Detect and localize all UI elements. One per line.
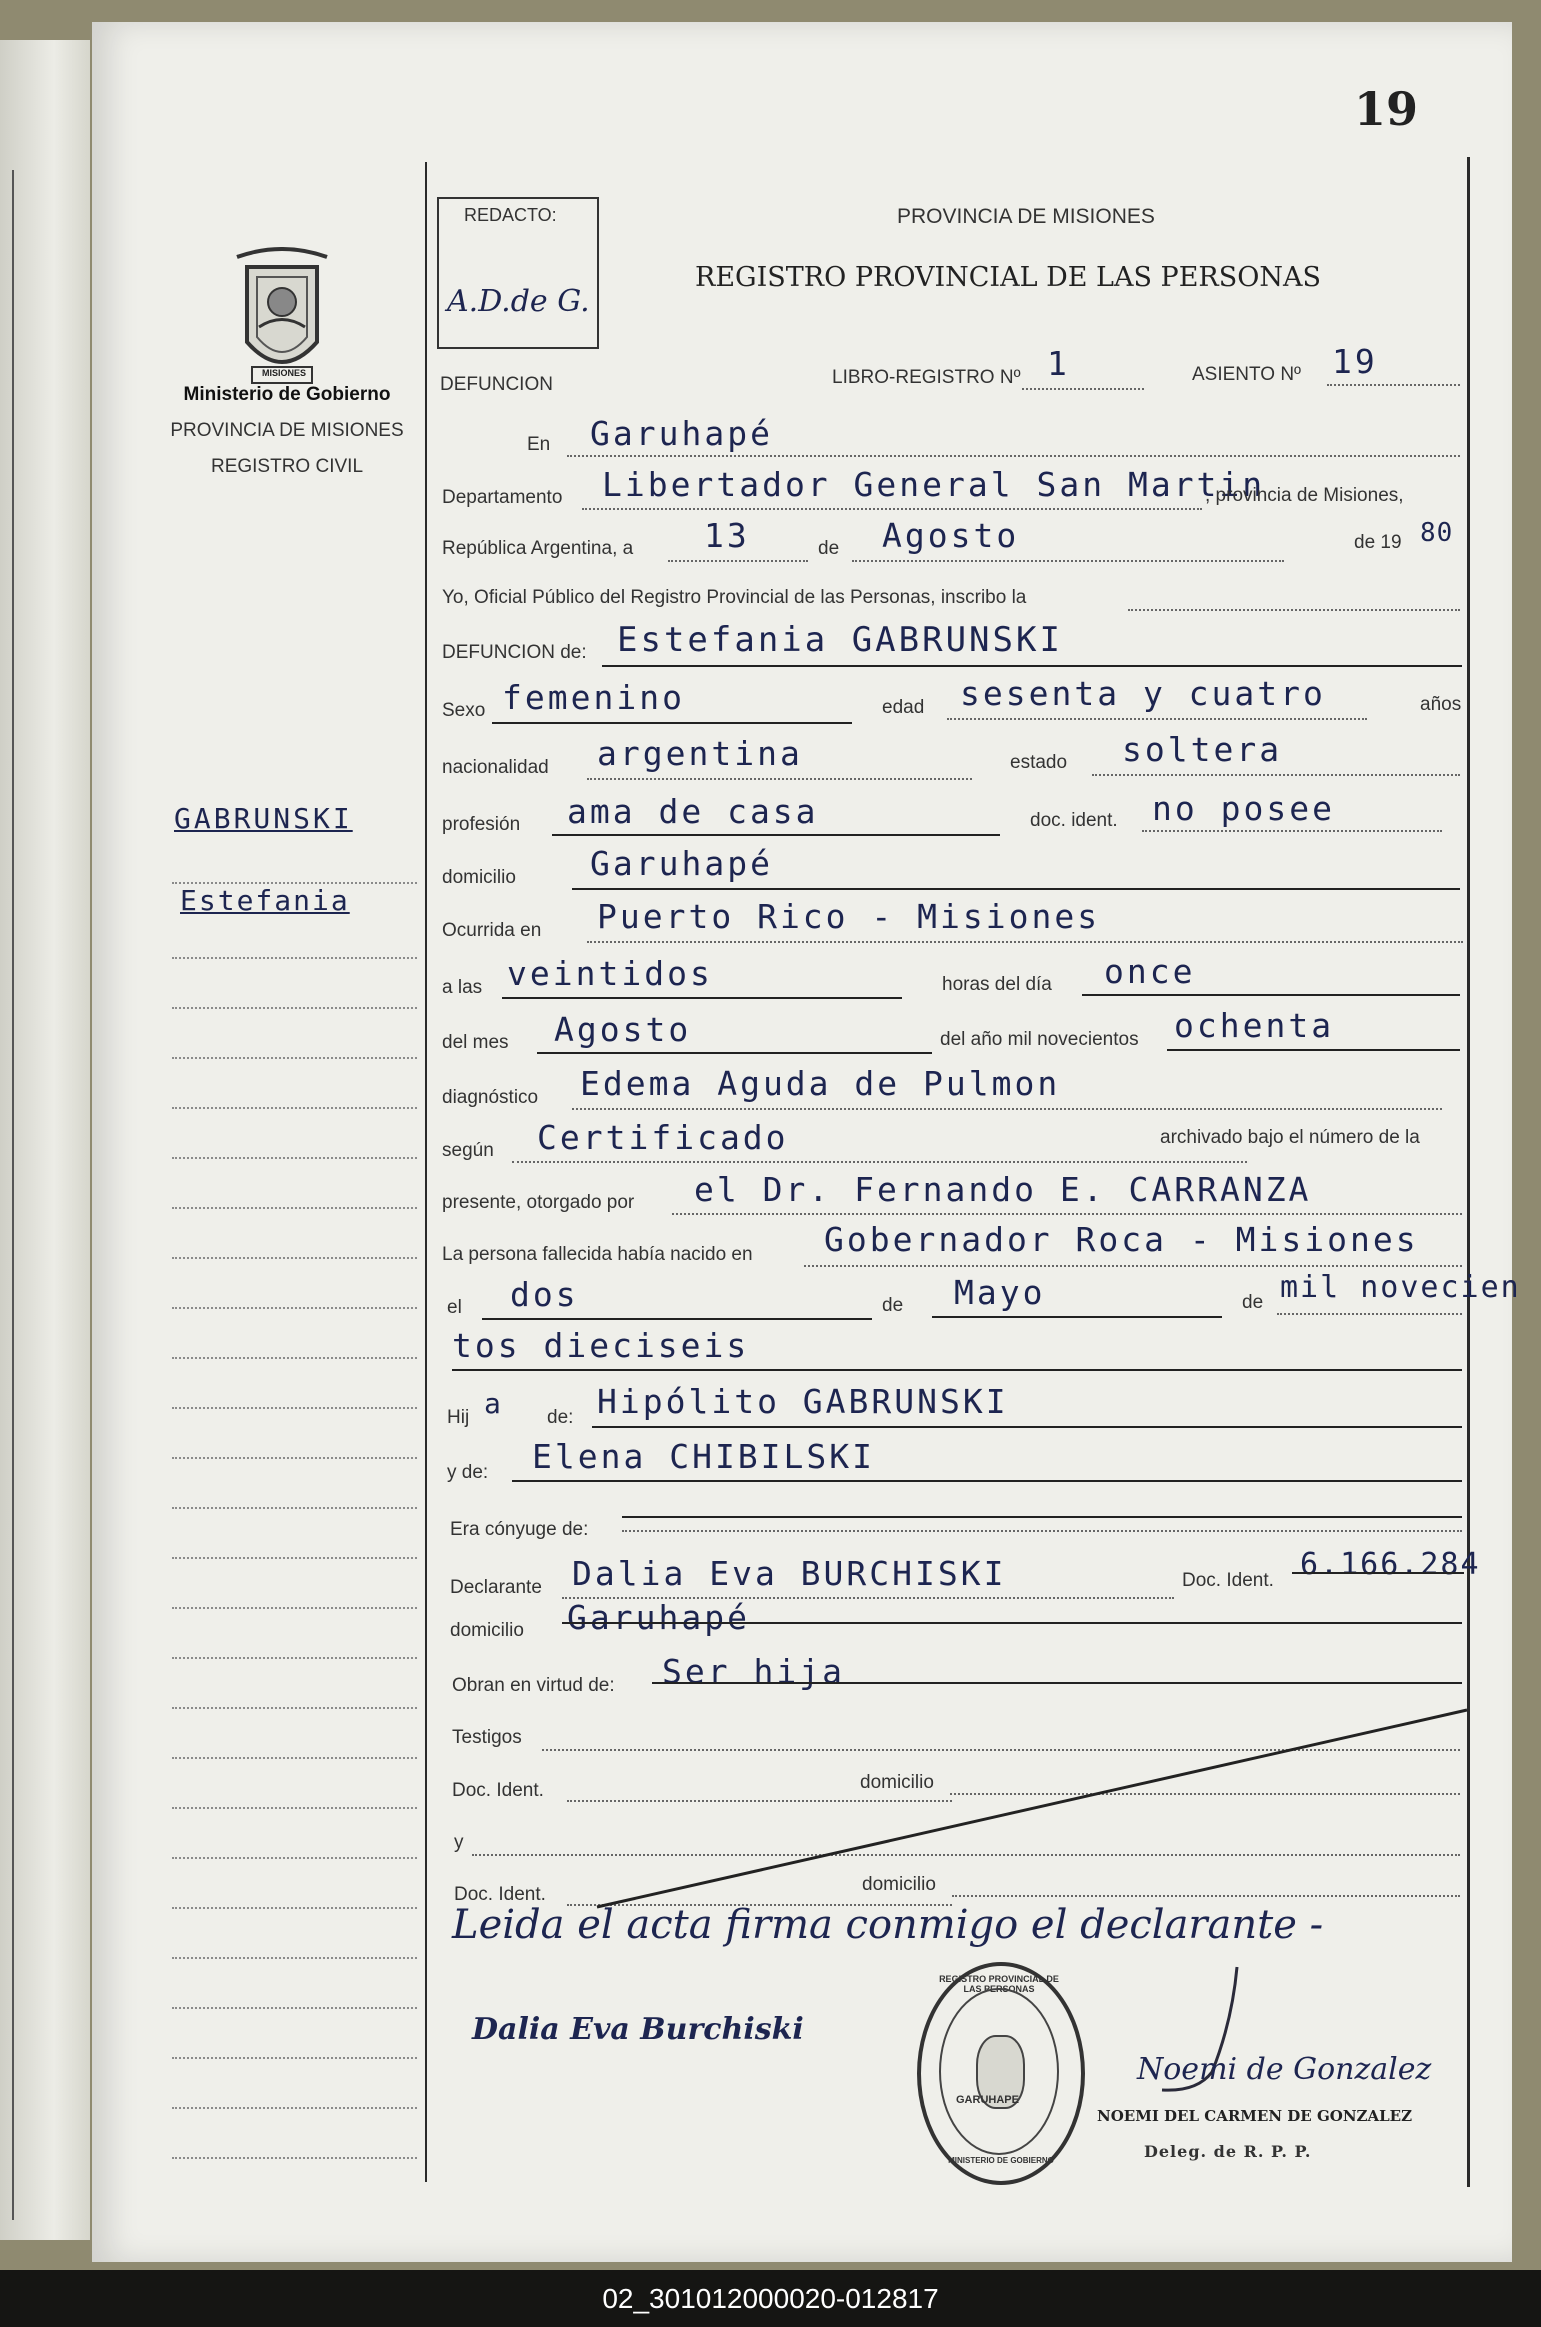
closing-statement: Leida el acta firma conmigo el declarante - xyxy=(452,1902,1324,1948)
en-label: En xyxy=(527,434,551,455)
doc-ident-lower-label: doc. ident. xyxy=(1030,810,1118,831)
margin-line xyxy=(172,1007,417,1009)
mes-line xyxy=(537,1052,932,1054)
anos-label: años xyxy=(1420,694,1462,715)
margin-line xyxy=(172,1757,417,1759)
doc-ident-value: no posee xyxy=(1152,789,1335,828)
hij-suffix: a xyxy=(484,1387,504,1420)
otorgado-por-value: el Dr. Fernando E. CARRANZA xyxy=(694,1170,1312,1209)
document-id-footer: 02_301012000020-012817 xyxy=(0,2270,1541,2327)
crest-label: MISIONES xyxy=(262,368,307,378)
declarante-doc-line xyxy=(1292,1572,1464,1574)
registry-title: REGISTRO PROVINCIAL DE LAS PERSONAS xyxy=(695,262,1322,293)
nacionalidad-line xyxy=(587,778,972,780)
estado-line xyxy=(1092,774,1460,776)
profesion-label: profesión xyxy=(442,814,521,835)
libro-line xyxy=(1022,388,1144,390)
provincia-suffix: , provincia de Misiones, xyxy=(1205,485,1404,506)
sidebar-province: PROVINCIA DE MISIONES xyxy=(170,420,404,441)
ministry-name: Ministerio de Gobierno xyxy=(183,384,391,405)
yo-oficial-line xyxy=(1128,609,1460,611)
margin-line xyxy=(172,1657,417,1659)
edad-value: sesenta y cuatro xyxy=(960,674,1326,713)
estado-value: soltera xyxy=(1122,730,1283,769)
domicilio-label: domicilio xyxy=(442,867,516,888)
registro-year: 80 xyxy=(1420,518,1454,548)
sexo-line xyxy=(492,722,852,724)
otorgado-por-line xyxy=(672,1213,1462,1215)
declarante-domicilio-line xyxy=(562,1622,1462,1624)
ano-nacimiento-line-1 xyxy=(1277,1313,1462,1315)
ano-nacimiento-value-1: mil novecien xyxy=(1280,1270,1521,1305)
nacionalidad-value: argentina xyxy=(597,734,803,773)
ocurrida-en-line xyxy=(587,941,1463,943)
departamento-line xyxy=(582,508,1202,510)
dia-nacimiento-line xyxy=(482,1318,872,1320)
registro-month: Agosto xyxy=(882,516,1020,555)
margin-line xyxy=(172,1607,417,1609)
margin-line xyxy=(172,2157,417,2159)
margin-line xyxy=(172,1957,417,1959)
margin-line xyxy=(172,1207,417,1209)
departamento-value: Libertador General San Martin xyxy=(602,465,1266,504)
margin-line xyxy=(172,1157,417,1159)
registro-month-line xyxy=(852,560,1284,562)
declarante-doc-label: Doc. Ident. xyxy=(1182,1570,1274,1591)
margin-line xyxy=(172,1707,417,1709)
segun-line xyxy=(512,1161,1247,1163)
en-value: Garuhapé xyxy=(590,414,773,453)
del-ano-label: del año mil novecientos xyxy=(940,1029,1139,1050)
defuncion-de-label: DEFUNCION de: xyxy=(442,642,587,663)
diagnostico-value: Edema Aguda de Pulmon xyxy=(580,1064,1061,1103)
de-label-3: de xyxy=(1242,1292,1264,1313)
mes-nacimiento-value: Mayo xyxy=(954,1273,1046,1312)
official-seal xyxy=(917,1962,1085,2185)
persona-nacido-label: La persona fallecida había nacido en xyxy=(442,1244,753,1265)
registro-day-line xyxy=(668,560,808,562)
segun-value: Certificado xyxy=(537,1118,789,1157)
profesion-value: ama de casa xyxy=(567,792,819,831)
cancel-strike-line xyxy=(592,1702,1472,1912)
edad-label: edad xyxy=(882,697,925,718)
conyuge-label: Era cónyuge de: xyxy=(450,1519,589,1540)
asiento-value: 19 xyxy=(1332,342,1378,381)
y-de-label: y de: xyxy=(447,1462,489,1483)
margin-surname: GABRUNSKI xyxy=(174,802,353,835)
margin-line xyxy=(172,882,417,884)
margin-line xyxy=(172,2107,417,2109)
hora-line xyxy=(502,997,902,999)
republica-label: República Argentina, a xyxy=(442,538,634,559)
hij-label: Hij xyxy=(447,1407,470,1428)
officer-title: Deleg. de R. P. P. xyxy=(1144,2142,1312,2161)
deceased-name: Estefania GABRUNSKI xyxy=(617,620,1063,660)
asiento-label: ASIENTO Nº xyxy=(1192,364,1301,385)
del-mes-label: del mes xyxy=(442,1032,509,1053)
sidebar-registry: REGISTRO CIVIL xyxy=(210,456,364,477)
mes-nacimiento-line xyxy=(932,1316,1222,1318)
sexo-label: Sexo xyxy=(442,700,486,721)
declarante-domicilio-label: domicilio xyxy=(450,1620,524,1641)
seal-middle-text: GARUHAPE xyxy=(956,2094,1019,2106)
margin-line xyxy=(172,1307,417,1309)
ano-value: ochenta xyxy=(1174,1006,1335,1045)
registro-day: 13 xyxy=(704,516,750,555)
declarante-doc-value: 6.166.284 xyxy=(1300,1547,1481,1582)
declarante-label: Declarante xyxy=(450,1577,542,1598)
declarante-value: Dalia Eva BURCHISKI xyxy=(572,1554,1007,1593)
margin-line xyxy=(172,1407,417,1409)
death-record-page xyxy=(92,22,1521,2262)
en-line xyxy=(567,455,1460,457)
record-type: DEFUNCION xyxy=(440,374,553,395)
officer-name: NOEMI DEL CARMEN DE GONZALEZ xyxy=(1097,2107,1413,2125)
testigo-2-domicilio-label: domicilio xyxy=(862,1874,936,1895)
margin-line xyxy=(172,1857,417,1859)
margin-line xyxy=(172,1457,417,1459)
previous-page-rule xyxy=(12,170,14,2220)
diagnostico-label: diagnóstico xyxy=(442,1087,539,1108)
testigo-y-label: y xyxy=(454,1832,464,1853)
padre-value: Hipólito GABRUNSKI xyxy=(597,1382,1009,1421)
testigo-2-doc-label: Doc. Ident. xyxy=(454,1884,546,1905)
madre-line xyxy=(512,1480,1462,1482)
declarante-signature: Dalia Eva Burchiski xyxy=(472,2012,804,2047)
margin-given-name: Estefania xyxy=(180,884,350,917)
archivado-label: archivado bajo el número de la xyxy=(1160,1127,1420,1148)
ocurrida-en-value: Puerto Rico - Misiones xyxy=(597,897,1101,936)
el-label: el xyxy=(447,1297,462,1318)
presente-label: presente, otorgado por xyxy=(442,1192,635,1213)
header-province: PROVINCIA DE MISIONES xyxy=(897,205,1155,228)
seal-inner-ring xyxy=(939,1988,1059,2155)
testigo-1-doc-label: Doc. Ident. xyxy=(452,1780,544,1801)
redacto-initials: A.D.de G. xyxy=(447,284,590,319)
doc-ident-line xyxy=(1142,830,1442,832)
margin-line xyxy=(172,1257,417,1259)
mes-value: Agosto xyxy=(554,1010,692,1049)
domicilio-value: Garuhapé xyxy=(590,844,773,883)
departamento-label: Departamento xyxy=(442,487,563,508)
margin-line xyxy=(172,1907,417,1909)
margin-line xyxy=(172,1507,417,1509)
a-las-label: a las xyxy=(442,977,483,998)
margin-line xyxy=(172,1807,417,1809)
estado-label: estado xyxy=(1010,752,1068,773)
nacionalidad-label: nacionalidad xyxy=(442,757,549,778)
edad-line xyxy=(947,718,1367,720)
official-signature: Noemi de Gonzalez xyxy=(1137,2052,1432,2087)
margin-line xyxy=(172,1357,417,1359)
lugar-nacimiento-line xyxy=(804,1265,1462,1267)
domicilio-line xyxy=(572,888,1460,890)
margin-line xyxy=(172,2007,417,2009)
dia-nacimiento-value: dos xyxy=(510,1275,579,1314)
redacto-label: REDACTO: xyxy=(464,205,557,225)
margin-line xyxy=(172,957,417,959)
margin-line xyxy=(172,1107,417,1109)
hij-de-label: de: xyxy=(547,1407,574,1428)
ano-nacimiento-line-2 xyxy=(452,1369,1462,1371)
obran-value: Ser hija xyxy=(662,1652,845,1691)
conyuge-line xyxy=(622,1516,1462,1518)
segun-label: según xyxy=(442,1140,494,1161)
previous-page-edge xyxy=(0,40,90,2240)
libro-value: 1 xyxy=(1047,344,1070,383)
testigos-label: Testigos xyxy=(452,1727,522,1748)
diagnostico-line xyxy=(572,1108,1442,1110)
conyuge-dotted-line xyxy=(622,1530,1462,1532)
margin-line xyxy=(172,1057,417,1059)
de-label: de xyxy=(818,538,840,559)
ocurrida-en-label: Ocurrida en xyxy=(442,920,542,941)
folio-number: 19 xyxy=(1354,82,1419,136)
deceased-name-line xyxy=(602,665,1462,667)
margin-line xyxy=(172,1557,417,1559)
padre-line xyxy=(592,1426,1462,1428)
sexo-value: femenino xyxy=(502,678,685,717)
madre-value: Elena CHIBILSKI xyxy=(532,1437,876,1476)
dia-value: once xyxy=(1104,952,1196,991)
lugar-nacimiento-value: Gobernador Roca - Misiones xyxy=(824,1220,1419,1259)
seal-top-text: REGISTRO PROVINCIAL DE LAS PERSONAS xyxy=(939,1974,1059,1994)
obran-label: Obran en virtud de: xyxy=(452,1675,615,1696)
profesion-line xyxy=(552,834,1000,836)
seal-bottom-text: MINISTERIO DE GOBIERNO xyxy=(948,2156,1054,2165)
margin-divider xyxy=(425,162,427,2182)
ano-nacimiento-value-2: tos dieciseis xyxy=(452,1326,750,1365)
declarante-domicilio-value: Garuhapé xyxy=(567,1598,750,1637)
de-label-2: de xyxy=(882,1295,904,1316)
ano-line xyxy=(1167,1049,1460,1051)
hora-value: veintidos xyxy=(507,954,713,993)
horas-del-dia-label: horas del día xyxy=(942,974,1052,995)
dia-line xyxy=(1082,994,1460,996)
margin-line xyxy=(172,2057,417,2059)
de-year-label: de 19 xyxy=(1354,532,1402,553)
libro-label: LIBRO-REGISTRO Nº xyxy=(832,367,1021,388)
yo-oficial-label: Yo, Oficial Público del Registro Provincial de las Personas, inscribo la xyxy=(442,587,1027,608)
testigo-1-domicilio-label: domicilio xyxy=(860,1772,934,1793)
obran-line xyxy=(652,1682,1462,1684)
asiento-line xyxy=(1327,384,1460,386)
